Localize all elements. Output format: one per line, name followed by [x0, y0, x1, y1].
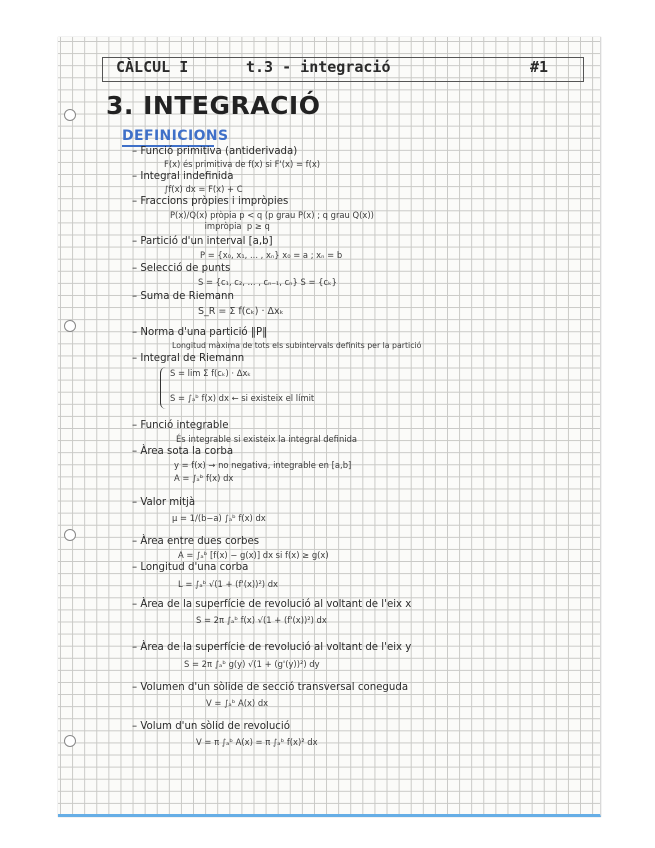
definition-formula: V = π ∫ₐᵇ A(x) = π ∫ₐᵇ f(x)² dx: [196, 737, 318, 747]
punch-hole: [64, 735, 76, 747]
definition-label: – Funció primitiva (antiderivada): [132, 146, 297, 157]
definition-formula: V = ∫ₐᵇ A(x) dx: [206, 698, 269, 708]
page-number: #1: [530, 58, 549, 76]
definition-formula: S = lim Σ f(cₖ) · Δxₖ: [170, 368, 251, 378]
course-name: CÀLCUL I: [116, 58, 189, 76]
definition-label: – Àrea entre dues corbes: [132, 536, 259, 547]
definition-label: – Suma de Riemann: [132, 291, 234, 302]
definition-formula: P = {x₀, x₁, ... , xₙ} x₀ = a ; xₙ = b: [200, 250, 343, 260]
curly-brace: [160, 367, 167, 409]
notebook-page: [58, 37, 601, 817]
definition-formula: A = ∫ₐᵇ [f(x) − g(x)] dx si f(x) ≥ g(x): [178, 550, 329, 560]
punch-hole: [64, 529, 76, 541]
topic-title: t.3 - integració: [246, 58, 391, 76]
definition-label: – Àrea sota la corba: [132, 446, 233, 457]
definition-formula: És integrable si existeix la integral definida: [176, 434, 358, 444]
definition-formula: L = ∫ₐᵇ √(1 + (f'(x))²) dx: [178, 579, 279, 589]
definition-label: – Selecció de punts: [132, 263, 230, 274]
definition-formula: Longitud màxima de tots els subintervals definits per la partició: [172, 341, 422, 350]
definition-label: – Àrea de la superfície de revolució al voltant de l'eix y: [132, 642, 411, 653]
definition-label: – Longitud d'una corba: [132, 562, 248, 573]
punch-hole: [64, 109, 76, 121]
definition-label: – Integral indefinida: [132, 171, 233, 182]
definition-formula: A = ∫ₐᵇ f(x) dx: [174, 473, 234, 483]
definition-label: – Àrea de la superfície de revolució al voltant de l'eix x: [132, 599, 411, 610]
definition-formula: S_R = Σ f(cₖ) · Δxₖ: [198, 306, 284, 317]
definition-label: – Partició d'un interval [a,b]: [132, 236, 273, 247]
section-heading: DEFINICIONS: [122, 128, 229, 144]
definition-label: – Integral de Riemann: [132, 353, 244, 364]
definition-formula: F(x) és primitiva de f(x) si F'(x) = f(x): [164, 159, 321, 169]
definition-formula: P(x)/Q(x) pròpia p < q (p grau P(x) ; q grau Q(x)): [170, 210, 374, 220]
definition-label: – Volumen d'un sòlide de secció transversal coneguda: [132, 682, 408, 693]
definition-formula: μ = 1/(b−a) ∫ₐᵇ f(x) dx: [172, 513, 266, 523]
definition-formula: S = 2π ∫ₐᵇ g(y) √(1 + (g'(y))²) dy: [184, 659, 320, 669]
definition-formula: y = f(x) → no negativa, integrable en [a,b]: [174, 460, 352, 470]
definition-label: – Norma d'una partició ‖P‖: [132, 327, 267, 338]
definition-formula: impròpia p ≥ q: [170, 221, 270, 231]
definition-label: – Volum d'un sòlid de revolució: [132, 721, 290, 732]
definition-label: – Funció integrable: [132, 420, 228, 431]
definition-formula: S = 2π ∫ₐᵇ f(x) √(1 + (f'(x))²) dx: [196, 615, 327, 625]
definition-label: – Fraccions pròpies i impròpies: [132, 196, 288, 207]
definition-formula: ∫f(x) dx = F(x) + C: [164, 184, 243, 194]
page-title: 3. INTEGRACIÓ: [106, 91, 321, 120]
definition-formula: S = ∫ₐᵇ f(x) dx ← si existeix el límit: [170, 393, 315, 403]
punch-hole: [64, 320, 76, 332]
definition-label: – Valor mitjà: [132, 497, 195, 508]
definition-formula: S = {c₁, c₂, ... , cₙ₋₁, cₙ} S = {cₖ}: [198, 277, 337, 287]
